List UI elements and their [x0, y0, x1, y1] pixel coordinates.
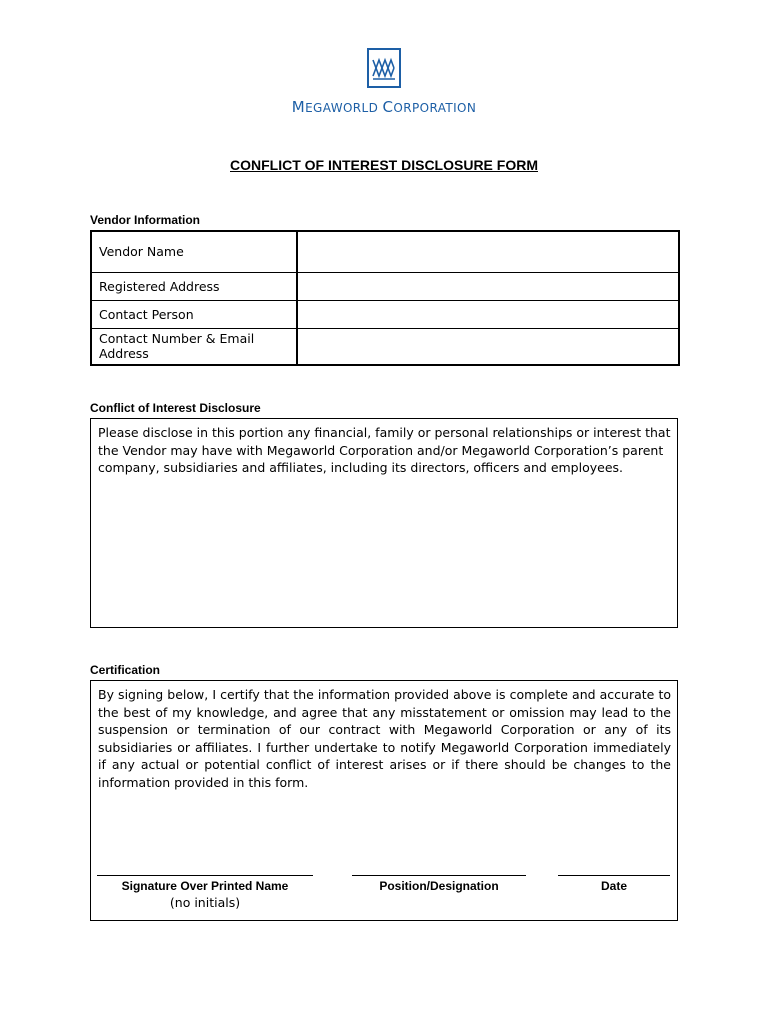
disclosure-box[interactable]	[90, 418, 678, 628]
signature-block[interactable]	[97, 875, 313, 911]
signature-note: (no initials)	[169, 895, 241, 910]
disclosure-heading: Conflict of Interest Disclosure	[90, 401, 261, 415]
company-name: MEGAWORLD CORPORATION	[291, 98, 477, 116]
vendor-information-table	[90, 230, 680, 366]
contact-person-label: Contact Person	[91, 300, 297, 328]
vendor-name-field[interactable]	[297, 231, 679, 272]
disclosure-instruction: Please disclose in this portion any financial, family or personal relationships or interest that the Vendor may have with Megaworld Corporation and/or Megaworld Corporation’s parent company, subsidiaries and affiliates, including its directors, officers and employees.	[98, 425, 671, 475]
certification-heading: Certification	[90, 663, 161, 677]
form-title: CONFLICT OF INTEREST DISCLOSURE FORM	[230, 157, 538, 173]
date-block[interactable]	[558, 875, 670, 894]
megaworld-logo-icon	[367, 48, 401, 88]
contact-number-email-field[interactable]	[297, 328, 679, 365]
position-label: Position/Designation	[379, 879, 499, 893]
registered-address-field[interactable]	[297, 272, 679, 300]
table-row	[91, 231, 679, 272]
registered-address-label: Registered Address	[91, 272, 297, 300]
table-row	[91, 272, 679, 300]
contact-number-email-label: Contact Number & Email Address	[91, 328, 297, 365]
table-row	[91, 328, 679, 365]
vendor-name-label: Vendor Name	[91, 231, 297, 272]
certification-statement: By signing below, I certify that the information provided above is complete and accurate to the best of my knowledge, and agree that any misstatement or omission may lead to the suspension or termination of our contract with Megaworld Corporation or any of its subsidiaries or affiliates. I further undertake to notify Megaworld Corporation immediately if any actual or potential conflict of interest arises or if there should be changes to the information provided in this form.	[98, 687, 671, 790]
table-row	[91, 300, 679, 328]
contact-person-field[interactable]	[297, 300, 679, 328]
company-logo	[0, 48, 768, 116]
position-block[interactable]	[352, 875, 526, 894]
signature-label: Signature Over Printed Name	[121, 879, 289, 893]
date-label: Date	[600, 879, 627, 893]
vendor-information-heading: Vendor Information	[90, 213, 201, 227]
